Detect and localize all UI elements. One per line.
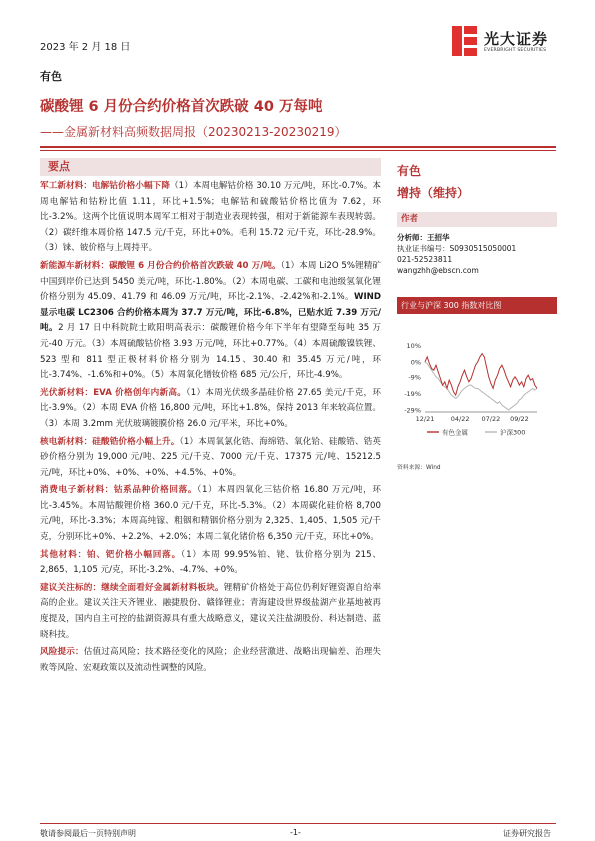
title-divider-thin [40, 150, 556, 151]
author-heading: 作者 [397, 212, 557, 227]
paragraph-text: （1）本周 99.95%铂、铑、钛价格分别为 215、2,865、1,105 元/克，环比-3.2%、-4.7%、+0%。 [40, 549, 381, 576]
x-tick-label: 04/22 [450, 415, 470, 423]
summary-paragraph [40, 581, 381, 643]
paragraph-heading: 新能源车新材料：碳酸锂 6 月份合约价格首次跌破 40 万/吨。 [40, 260, 281, 271]
legend-label: 沪深300 [500, 428, 526, 437]
analyst-info [397, 232, 557, 276]
report-subtitle: ——金属新材料高频数据周报（20230213-20230219） [40, 125, 347, 139]
paragraph-heading: 其他材料：铂、钯价格小幅回落。 [40, 549, 181, 560]
paragraph-text: （1）本周光伏级多晶硅价格 27.65 美元/千克，环比-3.9%。（2）本周 EVA 价格 16,800 元/吨，环比+1.8%，保持 2013 年来较高位置。（3）本周 3.2mm 光伏玻璃镀膜价格 26.0 元/平米，环比+0%。 [40, 387, 381, 429]
chart-source: 资料来源：Wind [397, 465, 441, 471]
summary-paragraph [40, 548, 381, 579]
analyst-license: 执业证书编号：S0930515050001 [397, 244, 517, 253]
summary-paragraph [40, 386, 381, 433]
analyst-label: 分析师： [397, 233, 427, 242]
rating-sector: 有色 [397, 164, 422, 178]
summary-section [40, 158, 381, 678]
analyst-phone: 021-52523811 [397, 255, 453, 264]
summary-paragraph [40, 179, 381, 257]
summary-paragraph [40, 483, 381, 545]
industry-label: 有色 [40, 70, 62, 83]
paragraph-heading: 核电新材料：硅酸锆价格小幅上升。 [40, 436, 180, 447]
y-tick-label: 0% [410, 358, 421, 367]
investment-rating: 增持（维持） [397, 186, 470, 200]
x-tick-label: 09/22 [510, 415, 529, 423]
paragraph-text: 锂精矿价格处于高位仍利好锂资源自给率高的企业。建议关注天齐锂业、融捷股份、赣锋锂业；青海建设世界级盐湖产业基地被再度提及，国内自主可控的盐湖资源具有重大战略意义，建议关注盐湖股份、科达制造、蓝晓科技。 [40, 582, 381, 640]
logo-english: EVERBRIGHT SECURITIES [484, 48, 547, 53]
y-tick-label: -29% [404, 406, 421, 415]
analyst-email[interactable]: wangzhh@ebscn.com [397, 266, 479, 275]
page-number: -1- [290, 828, 301, 837]
summary-heading: 要点 [40, 158, 381, 176]
footer-brand: 证券研究报告 [503, 829, 551, 838]
title-divider [40, 146, 556, 148]
paragraph-text: （1）本周四氧化三钴价格 16.80 万元/吨，环比-3.45%。本周钴酸锂价格 360.0 元/千克，环比-5.3%。（2）本周碳化硅价格 8,700 元/吨，环比-3.3%；本周高纯镓、粗铟和精铟价格分别为 2,325、1,405、1,505 元/千克，分别环比+0%、+2.2%、+2.0%；本周二氧化锗价格 6,350 元/千克，环比+0%。 [40, 485, 381, 543]
logo-mark-icon [452, 26, 478, 56]
series-line [425, 362, 537, 410]
paragraph-text: （1）本周 Li2O 5%锂精矿中国到岸价已达到 5450 美元/吨，环比-1.80%。（2）本周电碳、工碳和电池级氢氧化锂价格分别为 45.09、41.79 和 46.09 万元/吨，环比-2.1%、-2.42%和-2.1%。 [40, 260, 381, 303]
paragraph-text: WIND 显示电碳 LC2306 合约价格本周为 37.7 万元/吨，环比-6.8%，已贴水近 7.39 万元/吨。 [40, 292, 381, 334]
footer-disclaimer[interactable]: 敬请参阅最后一页特别声明 [40, 829, 136, 838]
legend-label: 有色金属 [442, 428, 468, 437]
y-tick-label: -9% [408, 373, 421, 382]
paragraph-heading: 建议关注标的：继续全面看好金属新材料板块。 [40, 582, 224, 593]
chart-heading: 行业与沪深 300 指数对比图 [397, 297, 557, 314]
summary-body [40, 179, 381, 678]
y-tick-label: -19% [404, 389, 421, 398]
paragraph-heading: 消费电子新材料：钴系品种价格回落。 [40, 485, 198, 496]
company-logo [452, 26, 562, 66]
paragraph-text: 2 月 17 日中科院院士欧阳明高表示：碳酸锂价格今年下半年有望降至每吨 35 万元-40 万元。（3）本周硫酸钴价格 3.93 万元/吨，环比+0.77%。（4）本周硫酸镍铁锂、523 型和 811 型正极材料价格分别为 14.15、30.40 和 35.45 万元/吨，环比-3.74%、-1.6%和+0%。（5）本周氧化镨钕价格 685 元/公斤，环比-4.9%。 [40, 323, 381, 381]
summary-paragraph [40, 645, 381, 676]
paragraph-text: （1）本周氧氯化锆、海绵锆、氧化铪、硅酸锆、锆英砂价格分别为 19,000 元/吨、225 元/千克、7000 元/千克、17375 元/吨、15212.5 元/吨，环比+0%、+0%、+0%、+4.5%、+0%。 [40, 436, 381, 478]
x-tick-label: 07/22 [481, 415, 501, 423]
index-comparison-chart [397, 332, 557, 442]
series-line [425, 354, 537, 396]
paragraph-text: 估值过高风险；技术路径变化的风险；企业经营激进、战略出现偏差、治理失败等风险、宏观政策以及流动性调整的风险。 [40, 647, 381, 673]
logo-text: 光大证券 [484, 30, 549, 48]
y-tick-label: 10% [406, 341, 421, 350]
summary-paragraph [40, 259, 381, 384]
footer-divider [40, 823, 556, 824]
analyst-name: 王招华 [427, 233, 450, 242]
paragraph-heading: 军工新材料：电解钴价格小幅下降 [40, 181, 170, 191]
paragraph-heading: 光伏新材料：EVA 价格创年内新高。 [40, 387, 187, 398]
summary-paragraph [40, 435, 381, 482]
paragraph-text: （1）本周电解钴价格 30.10 万元/吨，环比-0.7%。本周电解钴和钴粉比值 1.11，环比+1.5%；电解钴和硫酸钴价格比值为 7.62，环比-3.2%。这两个比值说明本周军工相对于制造业表现转强，相对于新能源车表现转弱。（2）碳纤维本周价格 147.5 元/千克，环比+0%。毛利 15.72 元/千克，环比-28.9%。（3）铼、铍价格与上周持平。 [40, 181, 381, 254]
report-date: 2023 年 2 月 18 日 [40, 42, 131, 53]
x-tick-label: 12/21 [415, 415, 435, 423]
report-title: 碳酸锂 6 月份合约价格首次跌破 40 万每吨 [40, 99, 323, 115]
paragraph-heading: 风险提示： [40, 647, 84, 658]
